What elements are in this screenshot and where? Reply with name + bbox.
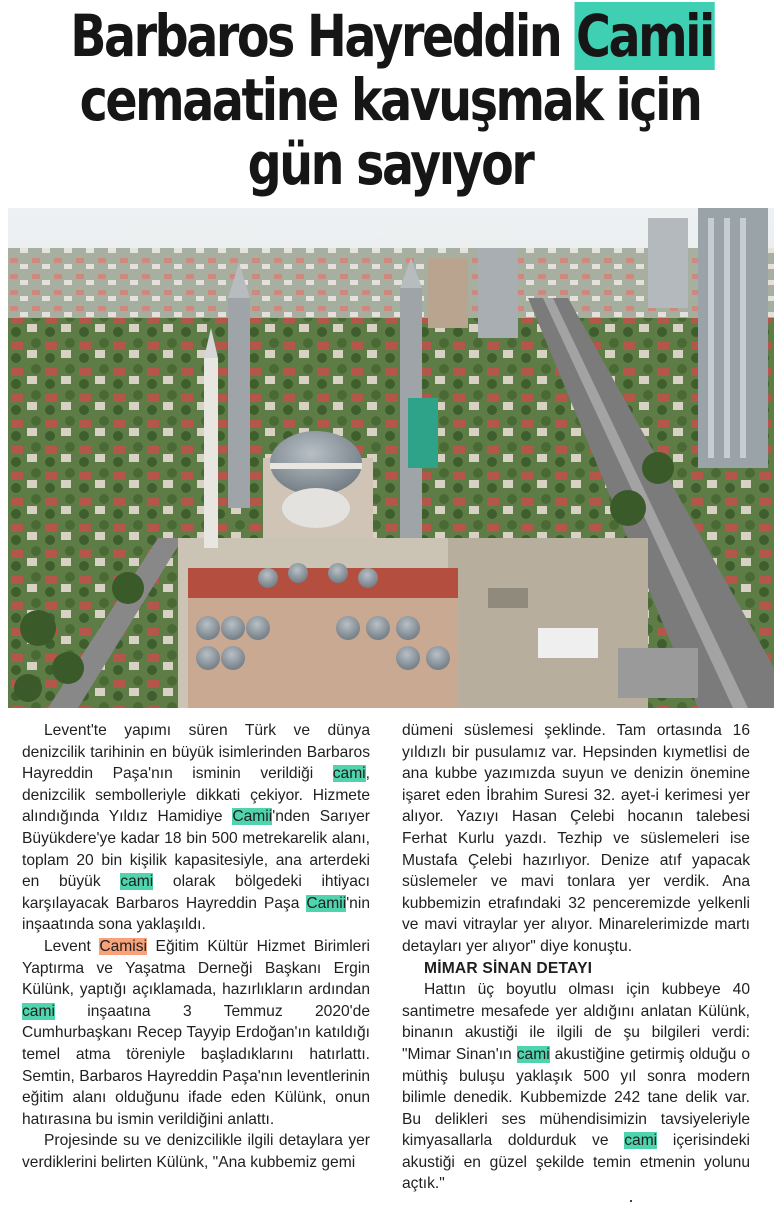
- headline-highlight: Camii: [575, 2, 713, 70]
- photo-illustration: [8, 208, 774, 708]
- text-run: 'nin inşaatında sona yaklaşıldı.: [22, 894, 370, 934]
- article-paragraph-4: dümeni süslemesi şeklinde. Tam ortasında 16 yıldızlı bir pusulamız var. Hepsinden kıymetlisi de ana kubbe yazımızda suyun ve denizin önemine işaret eden İbrahim Suresi 32. ayet-i kerimesi yer alıyor. Yazıyı Hasan Çelebi hocanın talebesi Ferhat Kurlu yazdı. Tezhip ve süslemeleri ise Mustafa Çelebi hazırlıyor. Denize atıf yapacak süslemeler ve mavi tonlara yer verdik. Ana kubbemizin etrafındaki 32 penceremizde yelkenli ve mavi vitraylar yer alıyor. Minarelerimizde martı detayları yer alıyor" diye konuştu.: [402, 722, 750, 955]
- highlight-word: cami: [22, 1002, 55, 1020]
- highlight-word: cami: [120, 873, 154, 891]
- section-subhead: MİMAR SİNAN DETAYI: [424, 959, 593, 977]
- highlight-word: cami: [516, 1045, 550, 1063]
- text-run: Hattın üç boyutlu olması için kubbeye 40 santimetre mesafede yer aldığını anlatan Külünk, binanın akustiği ile ilgili de şu bilgileri verdi: "Mimar Sinan'ın: [402, 981, 750, 1063]
- article-column-left: [22, 720, 370, 1173]
- text-run: içerisindeki akustiği en güzel şekilde temin etmenin yolunu açtık.": [402, 1132, 750, 1193]
- text-run: 'nden Sarıyer Büyükdere'ye kadar 18 bin 500 metrekarelik alanı, toplam 20 bin kişilik kapasitesiyle, ana arterdeki en büyük: [22, 808, 370, 891]
- headline-line-3: gün sayıyor: [247, 130, 533, 198]
- aerial-mosque-photo: [8, 208, 774, 708]
- headline-line-2: cemaatine kavuşmak için: [79, 66, 701, 134]
- text-run: Levent: [44, 937, 100, 955]
- article-paragraph-5: [402, 979, 750, 1195]
- text-run: , denizcilik sembolleriyle dikkati çekiyor. Hizmete alındığında Yıldız Hamidiye: [22, 765, 370, 826]
- article-column-right: [402, 720, 750, 1195]
- highlight-word: cami: [332, 765, 366, 783]
- text-run: akustiğine getirmiş olduğu o müthiş buluşu yaklaşık 500 yıl sonra modern bilimle denedik. Kubbemizde 242 tane delik var. Bu delikleri ses mühendisimizin tavsiyeleriyle kimyasallarla doldurduk ve: [402, 1045, 751, 1150]
- headline-text: Barbaros Hayreddin: [70, 2, 575, 70]
- headline: [70, 2, 713, 198]
- article-paragraph-3: Projesinde su ve denizcilikle ilgili detaylara yer verdiklerini belirten Külünk, "Ana kubbemiz gemi: [22, 1132, 370, 1171]
- text-run: Levent'te yapımı süren Türk ve dünya denizcilik tarihinin en büyük isimlerinden Barbaros Hayreddin Paşa'nın isminin verildiği: [22, 722, 370, 783]
- text-run: olarak bölgedeki ihtiyacı karşılayacak Barbaros Hayreddin Paşa: [22, 873, 370, 912]
- highlight-word: cami: [624, 1132, 658, 1150]
- text-run: inşaatına 3 Temmuz 2020'de Cumhurbaşkanı Recep Tayyip Erdoğan'ın katıldığı temel atma töreniyle başladıklarını hatırlattı. Semtin, Barbaros Hayreddin Paşa'nın leventlerinin eğitim alanı olduğunu ifade eden Külünk, onun hatırasına bu ismin verildiğini anlattı.: [22, 1002, 370, 1128]
- article-paragraph-2: [22, 936, 370, 1130]
- highlight-word: Camii: [306, 894, 347, 912]
- text-run: Eğitim Kültür Hizmet Birimleri Yaptırma ve Yaşatma Derneği Başkanı Ergin Külünk, yaptığı açıklamada, hazırlıkların ardından: [22, 937, 371, 999]
- print-dot: [630, 1200, 632, 1202]
- highlight-word: Camii: [232, 808, 273, 826]
- headline-line-1: [70, 2, 713, 70]
- highlight-word: Camisi: [99, 937, 148, 955]
- article-paragraph-1: [22, 720, 370, 936]
